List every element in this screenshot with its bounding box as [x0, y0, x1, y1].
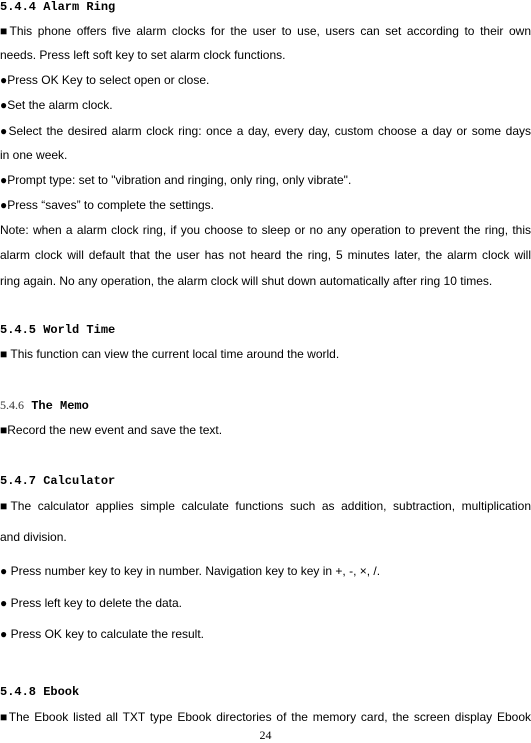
bullet-item: ● Press number key to key in number. Navigation key to key in +, -, ×, /. — [0, 564, 381, 578]
note-line: ring again. No any operation, the alarm clock will shut down automatically after ring 10 times. — [0, 274, 493, 288]
heading-alarm-ring: 5.4.4 Alarm Ring — [0, 0, 116, 14]
bullet-item: ●Set the alarm clock. — [0, 98, 113, 112]
paragraph-line: ■The Ebook listed all TXT type Ebook directories of the memory card, the screen display Ebook — [0, 710, 531, 724]
page-number: 24 — [259, 728, 272, 742]
paragraph-line: in one week. — [0, 148, 68, 162]
bullet-item: ● Press OK key to calculate the result. — [0, 627, 204, 641]
heading-memo — [0, 398, 89, 413]
paragraph-line: ■ This function can view the current local time around the world. — [0, 347, 340, 361]
bullet-item: ●Press “saves” to complete the settings. — [0, 198, 215, 212]
heading-ebook: 5.4.8 Ebook — [0, 685, 80, 699]
heading-title: The Memo — [31, 399, 89, 413]
paragraph-line: ■The calculator applies simple calculate functions such as addition, subtraction, multiplication — [0, 499, 531, 513]
paragraph-line: ■This phone offers five alarm clocks for the user to use, users can set according to their own — [0, 24, 531, 38]
note-line: alarm clock will default that the user has not heard the ring, 5 minutes later, the alarm clock will — [0, 248, 531, 262]
heading-calculator: 5.4.7 Calculator — [0, 474, 116, 488]
bullet-item: ●Press OK Key to select open or close. — [0, 73, 210, 87]
paragraph-line: and division. — [0, 530, 67, 544]
bullet-item: ●Prompt type: set to "vibration and ringing, only ring, only vibrate". — [0, 173, 352, 187]
bullet-item: ●Select the desired alarm clock ring: once a day, every day, custom choose a day or some days — [0, 124, 531, 138]
paragraph-line: ■Record the new event and save the text. — [0, 423, 223, 437]
note-line: Note: when a alarm clock ring, if you choose to sleep or no any operation to prevent the ring, this — [0, 223, 531, 237]
bullet-item: ● Press left key to delete the data. — [0, 596, 183, 610]
heading-world-time: 5.4.5 World Time — [0, 323, 116, 337]
heading-number: 5.4.6 — [0, 398, 24, 412]
paragraph-line: needs. Press left soft key to set alarm clock functions. — [0, 48, 286, 62]
